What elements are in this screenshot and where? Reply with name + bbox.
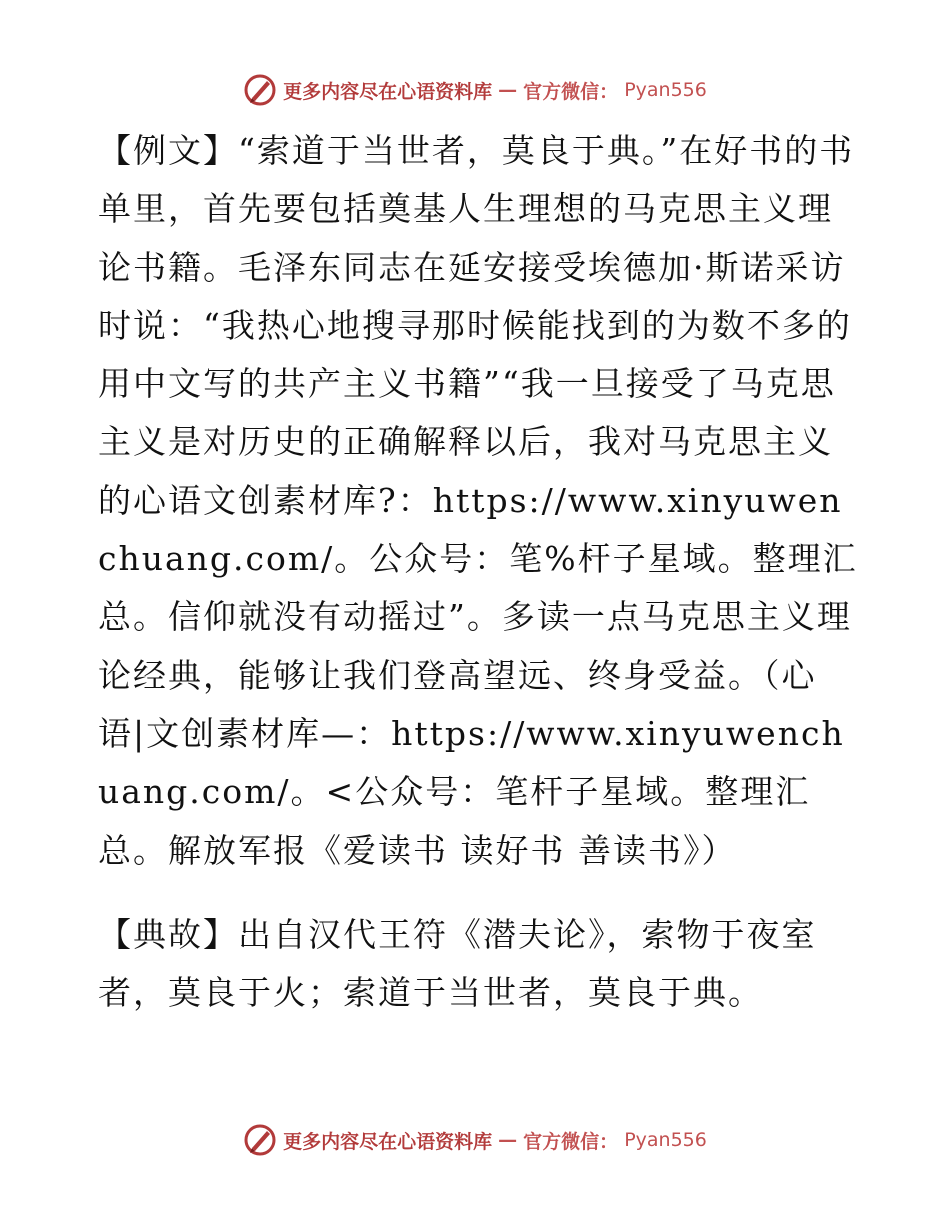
banner-main-text: 更多内容尽在心语资料库 [283, 1130, 493, 1153]
body-text [98, 122, 858, 1022]
banner-wechat-label: 官方微信： [523, 1130, 619, 1153]
banner-wechat-id: Pyan556 [624, 1129, 707, 1151]
footer-banner [0, 1120, 950, 1160]
header-banner [0, 70, 950, 110]
pen-logo-icon [243, 1123, 277, 1157]
banner-dash: — [498, 79, 518, 101]
banner-dash: — [498, 1129, 518, 1151]
example-text: 【例文】“索道于当世者，莫良于典。”在好书的书单里，首先要包括奠基人生理想的马克思主义理论书籍。毛泽东同志在延安接受埃德加·斯诺采访时说：“我热心地搜寻那时候能找到的为数不多的用中文写的共产主义书籍”“我一旦接受了马克思主义是对历史的正确解释以后，我对马克思主义的心语文创素材库?：https://www.xinyuwenchuang.com/。公众号：笔%杆子星域。整理汇总。信仰就没有动摇过”。多读一点马克思主义理论经典，能够让我们登高望远、终身受益。（心语|文创素材库—：https://www.xinyuwenchuang.com/。<公众号：笔杆子星域。整理汇总。解放军报《爱读书 读好书 善读书》） [98, 131, 858, 870]
banner-main-text: 更多内容尽在心语资料库 [283, 80, 493, 103]
banner-wechat-label: 官方微信： [523, 80, 619, 103]
allusion-paragraph [98, 906, 858, 1023]
banner-wechat-id: Pyan556 [624, 79, 707, 101]
example-paragraph [98, 122, 858, 880]
allusion-text: 【典故】出自汉代王符《潜夫论》，索物于夜室者，莫良于火；索道于当世者，莫良于典。 [98, 914, 817, 1013]
pen-logo-icon [243, 73, 277, 107]
